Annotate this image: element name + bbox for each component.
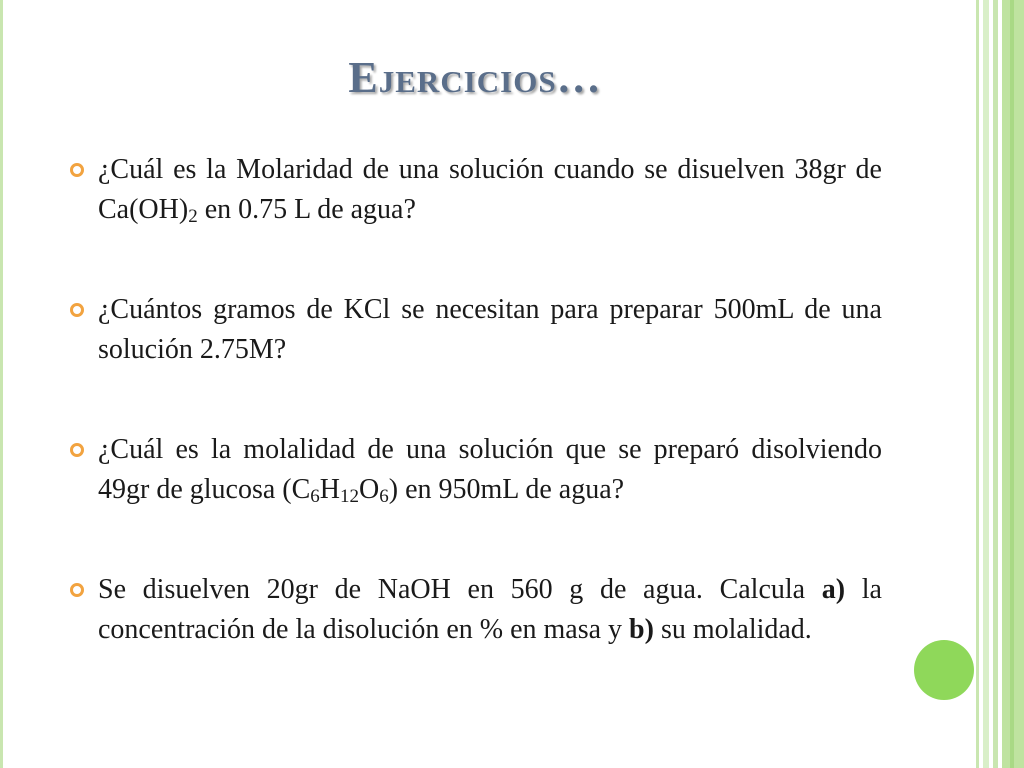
slide-title: Ejercicios… xyxy=(348,53,602,102)
bullet-icon xyxy=(70,583,84,597)
stripe xyxy=(1010,0,1014,768)
bullet-icon xyxy=(70,443,84,457)
stripe xyxy=(983,0,989,768)
exercise-list xyxy=(70,150,882,710)
right-decoration xyxy=(976,0,1024,768)
item-text: ¿Cuál es la molalidad de una solución que se preparó disolviendo 49gr de glucosa $(C_6H_{12}O_6)$ en 950mL de agua? xyxy=(98,434,882,507)
list-item xyxy=(70,290,882,370)
item-text: ¿Cuál es la Molaridad de una solución cuando se disuelven 38gr de $Ca(OH)_2$ en 0.75 L de agua? xyxy=(98,154,882,227)
left-border xyxy=(0,0,3,768)
item-text: Se disuelven 20gr de NaOH en 560 g de agua. Calcula a) la concentración de la disolución en % en masa y b) su molalidad. xyxy=(98,574,882,645)
bullet-icon xyxy=(70,303,84,317)
stripe xyxy=(993,0,998,768)
list-item xyxy=(70,150,882,230)
bullet-icon xyxy=(70,163,84,177)
list-item xyxy=(70,430,882,510)
item-text: ¿Cuántos gramos de KCl se necesitan para preparar 500mL de una solución 2.75M? xyxy=(98,294,882,365)
green-circle-decoration xyxy=(914,640,974,700)
list-item xyxy=(70,570,882,650)
stripe xyxy=(976,0,979,768)
